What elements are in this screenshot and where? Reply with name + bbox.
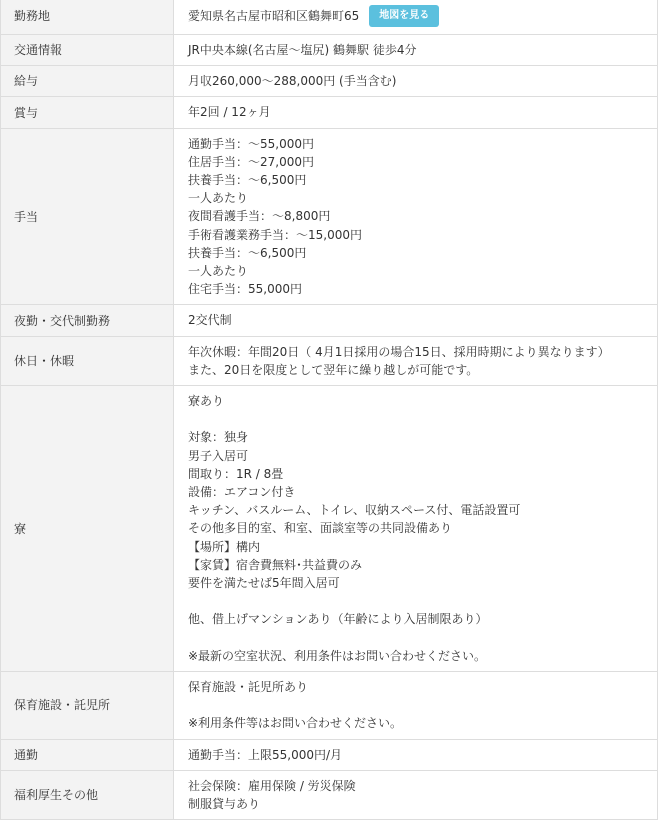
value-childcare bbox=[174, 672, 658, 740]
label-work-location: 勤務地 bbox=[1, 0, 174, 35]
row-transport bbox=[1, 35, 658, 66]
value-welfare bbox=[174, 770, 658, 819]
row-work-location bbox=[1, 0, 658, 35]
label-commute: 通勤 bbox=[1, 739, 174, 770]
value-line: 対象：独身 bbox=[188, 430, 249, 445]
value-line: その他多目的室、和室、面談室等の共同設備あり bbox=[188, 521, 453, 536]
row-allowance bbox=[1, 128, 658, 305]
value-line: 住居手当：〜27,000円 bbox=[188, 154, 314, 169]
value-allowance bbox=[174, 128, 658, 305]
value-line: 制服貸与あり bbox=[188, 797, 261, 812]
value-line: 通勤手当：〜55,000円 bbox=[188, 136, 314, 151]
row-holidays bbox=[1, 336, 658, 385]
blank-line bbox=[188, 696, 643, 714]
value-line: 男子入居可 bbox=[188, 448, 249, 463]
value-dormitory bbox=[174, 386, 658, 672]
label-childcare: 保育施設・託児所 bbox=[1, 672, 174, 740]
job-info-body bbox=[1, 0, 658, 820]
value-line: 社会保険：雇用保険 / 労災保険 bbox=[188, 778, 356, 793]
value-holidays bbox=[174, 336, 658, 385]
row-commute bbox=[1, 739, 658, 770]
label-night-shift: 夜勤・交代制勤務 bbox=[1, 305, 174, 336]
view-map-button[interactable]: 地図を見る bbox=[369, 5, 439, 27]
value-line: 【家賃】宿舎費無料･共益費のみ bbox=[188, 557, 363, 572]
value-line: 他、借上げマンションあり（年齢により入居制限あり） bbox=[188, 612, 488, 627]
value-line: ※利用条件等はお問い合わせください。 bbox=[188, 716, 403, 731]
label-transport: 交通情報 bbox=[1, 35, 174, 66]
value-line: 保育施設・託児所あり bbox=[188, 680, 309, 695]
value-line: 設備：エアコン付き bbox=[188, 485, 296, 500]
label-bonus: 賞与 bbox=[1, 97, 174, 128]
label-welfare: 福利厚生その他 bbox=[1, 770, 174, 819]
value-line: 夜間看護手当：〜8,800円 bbox=[188, 209, 331, 224]
value-line: JR中央本線(名古屋〜塩尻) 鶴舞駅 徒歩4分 bbox=[188, 43, 417, 57]
value-transport bbox=[174, 35, 658, 66]
value-line: 一人あたり bbox=[188, 264, 249, 279]
value-line: 間取り：1R / 8畳 bbox=[188, 466, 284, 481]
row-salary bbox=[1, 66, 658, 97]
row-bonus bbox=[1, 97, 658, 128]
label-allowance: 手当 bbox=[1, 128, 174, 305]
row-welfare bbox=[1, 770, 658, 819]
value-night-shift bbox=[174, 305, 658, 336]
value-line: 2交代制 bbox=[188, 313, 232, 328]
value-line: ※最新の空室状況、利用条件はお問い合わせください。 bbox=[188, 648, 487, 663]
value-salary bbox=[174, 66, 658, 97]
row-night-shift bbox=[1, 305, 658, 336]
label-holidays: 休日・休暇 bbox=[1, 336, 174, 385]
row-childcare bbox=[1, 672, 658, 740]
value-commute bbox=[174, 739, 658, 770]
label-dormitory: 寮 bbox=[1, 386, 174, 672]
value-line: キッチン、バスルーム、トイレ、収納スペース付、電話設置可 bbox=[188, 503, 521, 518]
value-line: 月収260,000〜288,000円 (手当含む) bbox=[188, 74, 397, 89]
blank-line bbox=[188, 629, 643, 647]
value-line: 住宅手当：55,000円 bbox=[188, 282, 302, 297]
value-line: 一人あたり bbox=[188, 191, 249, 206]
value-line: また、20日を限度として翌年に繰り越しが可能です。 bbox=[188, 362, 479, 377]
value-work-location bbox=[174, 0, 658, 35]
blank-line bbox=[188, 592, 643, 610]
value-line: 【場所】構内 bbox=[188, 539, 261, 554]
value-line: 扶養手当：〜6,500円 bbox=[188, 173, 307, 188]
value-bonus bbox=[174, 97, 658, 128]
address-text: 愛知県名古屋市昭和区鶴舞町65 bbox=[188, 8, 360, 23]
value-line: 年2回 / 12ヶ月 bbox=[188, 105, 271, 120]
row-dormitory bbox=[1, 386, 658, 672]
value-line: 要件を満たせば5年間入居可 bbox=[188, 576, 340, 591]
value-line: 通勤手当：上限55,000円/月 bbox=[188, 747, 343, 762]
value-line: 年次休暇：年間20日（ 4月1日採用の場合15日、採用時期により異なります） bbox=[188, 344, 610, 359]
value-line: 扶養手当：〜6,500円 bbox=[188, 245, 307, 260]
value-line: 寮あり bbox=[188, 394, 225, 409]
label-salary: 給与 bbox=[1, 66, 174, 97]
value-line: 手術看護業務手当：〜15,000円 bbox=[188, 227, 362, 242]
blank-line bbox=[188, 410, 643, 428]
